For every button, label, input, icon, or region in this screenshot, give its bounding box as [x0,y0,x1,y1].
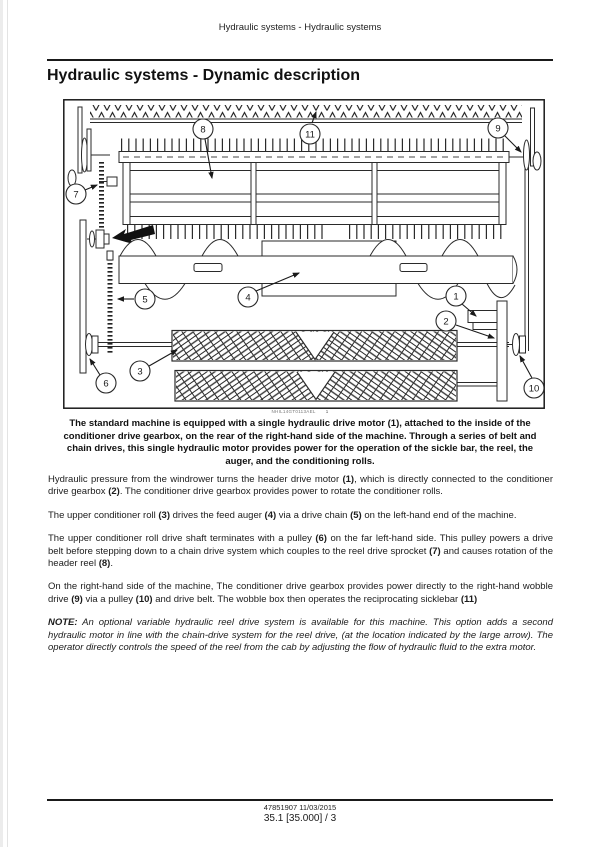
footer-date: 11/03/2015 [299,803,337,812]
callout-3 [130,361,150,381]
figure-number: 1 [325,409,329,414]
body-paragraph: The upper conditioner roll (3) drives the feed auger (4) via a drive chain (5) on the left-hand end of the machine. [48,509,517,521]
svg-text:1: 1 [453,291,459,303]
figure-caption [0,409,600,414]
callout-6 [96,373,116,393]
svg-text:3: 3 [137,366,143,378]
callout-7 [66,184,86,204]
body-paragraph: On the right-hand side of the machine, The conditioner drive gearbox provides power directly to the right-hand wobble drive (9) via a pulley (10) and drive belt. The wobble box then operates the reciprocating sicklebar (11) [48,581,553,605]
body-text [48,474,553,654]
svg-text:11: 11 [305,129,315,141]
figure-diagram [63,99,545,409]
body-paragraph: The upper conditioner roll drive shaft terminates with a pulley (6) on the far left-hand side. This pulley powers a drive belt before stepping down to a chain drive system which couples to the reel drive sprocket (7) and causes rotation of the header reel (8). [48,533,553,570]
svg-text:9: 9 [495,123,501,135]
title-block [47,59,553,85]
callout-1 [446,286,466,306]
running-header: Hydraulic systems - Hydraulic systems [218,22,382,33]
svg-text:4: 4 [245,292,251,304]
svg-text:7: 7 [73,189,79,201]
page-title: Hydraulic systems - Dynamic description [47,67,360,84]
svg-text:6: 6 [103,378,109,390]
callout-10 [524,378,544,398]
callout-9 [488,118,508,138]
svg-text:5: 5 [142,294,148,306]
page-footer [47,799,553,824]
callout-2 [436,311,456,331]
figure-caption-code: NHIL14GT0113AEL [271,409,316,414]
footer-page-reference: 35.1 [35.000] / 3 [263,813,337,824]
callout-8 [193,119,213,139]
callout-5 [135,289,155,309]
svg-text:2: 2 [443,316,449,328]
scan-edge-artifact [0,0,3,847]
svg-text:8: 8 [200,124,206,136]
callout-11 [300,124,320,144]
footer-part-number: 47851907 [263,803,298,812]
note-paragraph: NOTE: An optional variable hydraulic reel drive system is available for this machine. This option adds a second hydraulic motor in line with the chain-drive system for the reel drive, (at the location indicated by the large arrow). The operator directly controls the speed of the reel from the cab by adjusting the flow of hydraulic fluid to the extra motor. [48,617,553,654]
footer-part-number-date [47,803,553,812]
reel-assembly [99,145,524,232]
svg-text:10: 10 [528,383,540,395]
scan-edge-line [7,0,8,847]
lead-paragraph: The standard machine is equipped with a single hydraulic drive motor (1), attached to the inside of the conditioner drive gearbox, on the rear of the right-hand side of the machine. Through a series of belt and chain drives, this single hydraulic motor provides power for the operation of the sickle bar, the reel, the auger, and the conditioning rolls. [63,418,537,467]
header-drive-schematic [63,99,545,409]
callout-4 [238,287,258,307]
body-paragraph: Hydraulic pressure from the windrower turns the header drive motor (1), which is directly connected to the conditioner drive gearbox (2). The conditioner drive gearbox provides power to rotate the conditioner rolls. [48,474,553,498]
